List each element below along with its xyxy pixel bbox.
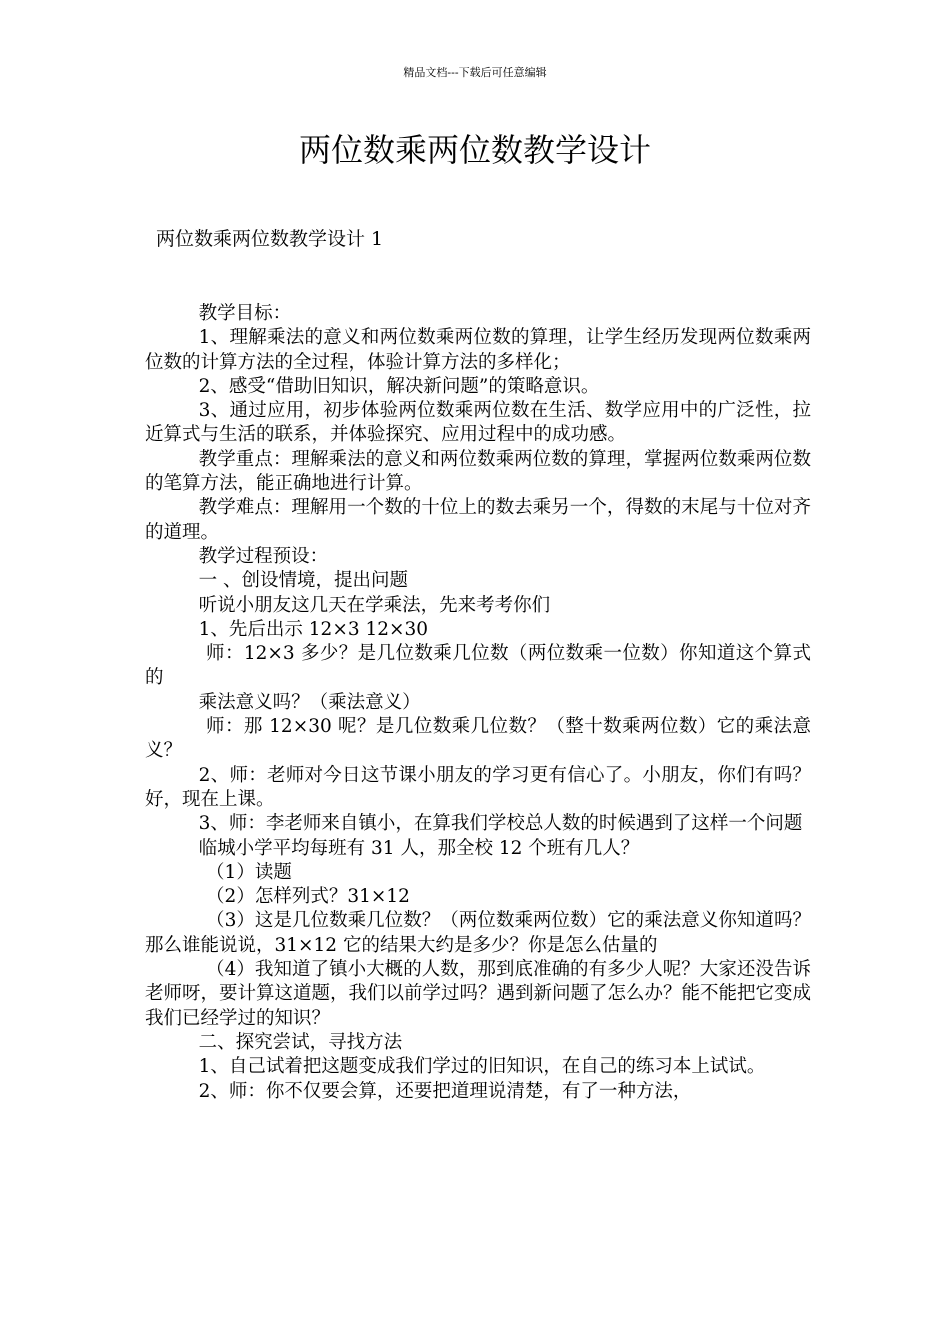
paragraph: （4）我知道了镇小大概的人数，那到底准确的有多少人呢？大家还没告诉老师呀，要计算这道题，我们以前学过吗？遇到新问题了怎么办？能不能把它变成我们已经学过的知识？ [145,959,812,1029]
paragraph: 教学重点：理解乘法的意义和两位数乘两位数的算理，掌握两位数乘两位数的笔算方法，能正确地进行计算。 [145,448,811,495]
paragraph: （2）怎样列式？31×12 [206,886,410,908]
document-body [145,302,811,1104]
paragraph: 临城小学平均每班有 31 人，那全校 12 个班有几人？ [198,837,640,859]
document-title: 两位数乘两位数教学设计 [298,131,651,169]
document-subtitle: 两位数乘两位数教学设计 1 [156,228,384,250]
paragraph: 乘法意义吗？（乘法意义） [198,691,421,713]
paragraph: 教学难点：理解用一个数的十位上的数去乘另一个，得数的末尾与十位对齐的道理。 [145,497,811,543]
paragraph: （1）读题 [206,861,292,883]
paragraph: 1、自己试着把这题变成我们学过的旧知识，在自己的练习本上试试。 [198,1056,766,1078]
paragraph: 2、师：你不仅要会算，还要把道理说清楚，有了一种方法， [198,1080,692,1102]
header-note: 精品文档---下载后可任意编辑 [403,66,547,79]
paragraph: 1、理解乘法的意义和两位数乘两位数的算理，让学生经历发现两位数乘两位数的计算方法的全过程，体验计算方法的多样化； [145,327,811,373]
paragraph: 师：12×3 多少？是几位数乘几位数（两位数乘一位数）你知道这个算式的 [145,643,811,689]
paragraph: 3、通过应用，初步体验两位数乘两位数在生活、数学应用中的广泛性，拉近算式与生活的联系，并体验探究、应用过程中的成功感。 [145,400,811,446]
paragraph: 3、师：李老师来自镇小，在算我们学校总人数的时候遇到了这样一个问题 [198,813,803,835]
paragraph: 2、师：老师对今日这节课小朋友的学习更有信心了。小朋友，你们有吗？好，现在上课。 [145,764,811,810]
paragraph: 师：那 12×30 呢？是几位数乘几位数？（整十数乘两位数）它的乘法意义？ [145,716,811,762]
paragraph: 一 、创设情境，提出问题 [198,570,409,592]
paragraph: 2、感受“借助旧知识，解决新问题”的策略意识。 [198,375,600,397]
paragraph: （3）这是几位数乘几位数？（两位数乘两位数）它的乘法意义你知道吗？那么谁能说说，31×12 它的结果大约是多少？你是怎么估量的 [145,910,811,956]
paragraph: 二、探究尝试，寻找方法 [198,1031,403,1053]
paragraph: 教学过程预设： [198,545,329,567]
paragraph: 1、先后出示 12×3 12×30 [198,618,429,640]
paragraph: 听说小朋友这几天在学乘法，先来考考你们 [198,594,551,616]
paragraph: 教学目标： [198,303,292,324]
